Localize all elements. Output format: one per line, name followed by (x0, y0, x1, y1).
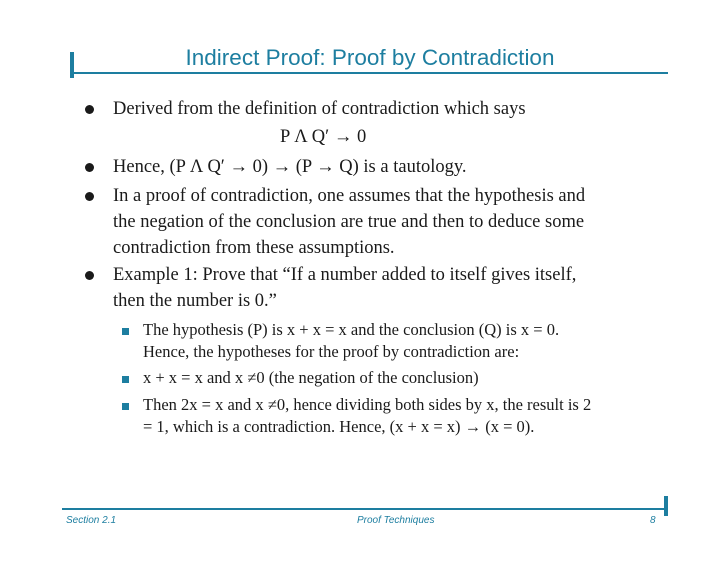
bullet-text-example-line-1: Example 1: Prove that “If a number added to itself gives itself, (113, 265, 577, 285)
sub-bullet-hypothesis-line-1: The hypothesis (P) is x + x = x and the conclusion (Q) is x = 0. (143, 320, 560, 339)
frame-right-accent (664, 496, 668, 516)
bullet-marker (85, 105, 94, 114)
bullet-marker (85, 271, 94, 280)
sub-bullet-marker (122, 376, 129, 383)
footer-page-number: 8 (650, 515, 656, 526)
sub-bullet-marker (122, 403, 129, 410)
bullet-text-proof-line-2: the negation of the conclusion are true and then to deduce some (113, 212, 585, 232)
bullet-text-tautology: Hence, (P Λ Q′ → 0) → (P → Q) is a tautology. (113, 157, 467, 177)
bullet-text-example-line-2: then the number is 0.” (113, 291, 277, 311)
bullet-text-proof-line-3: contradiction from these assumptions. (113, 238, 395, 258)
formula-contradiction: P Λ Q′ → 0 (280, 127, 367, 147)
footer-section: Section 2.1 (66, 515, 117, 526)
bullet-text-definition: Derived from the definition of contradiction which says (113, 99, 526, 119)
frame-top-rule (70, 72, 668, 74)
sub-bullet-negation: x + x = x and x ≠0 (the negation of the conclusion) (143, 368, 479, 387)
slide-title: Indirect Proof: Proof by Contradiction (185, 45, 555, 70)
frame-bottom-rule (62, 508, 668, 510)
sub-bullet-hypothesis-line-2: Hence, the hypotheses for the proof by contradiction are: (143, 342, 520, 361)
footer-topic: Proof Techniques (357, 515, 435, 526)
sub-bullet-marker (122, 328, 129, 335)
bullet-text-proof-line-1: In a proof of contradiction, one assumes that the hypothesis and (113, 186, 586, 206)
bullet-marker (85, 163, 94, 172)
bullet-marker (85, 192, 94, 201)
sub-bullet-conclusion-line-2: = 1, which is a contradiction. Hence, (x + x = x) → (x = 0). (143, 417, 535, 436)
sub-bullet-conclusion-line-1: Then 2x = x and x ≠0, hence dividing both sides by x, the result is 2 (143, 395, 592, 414)
